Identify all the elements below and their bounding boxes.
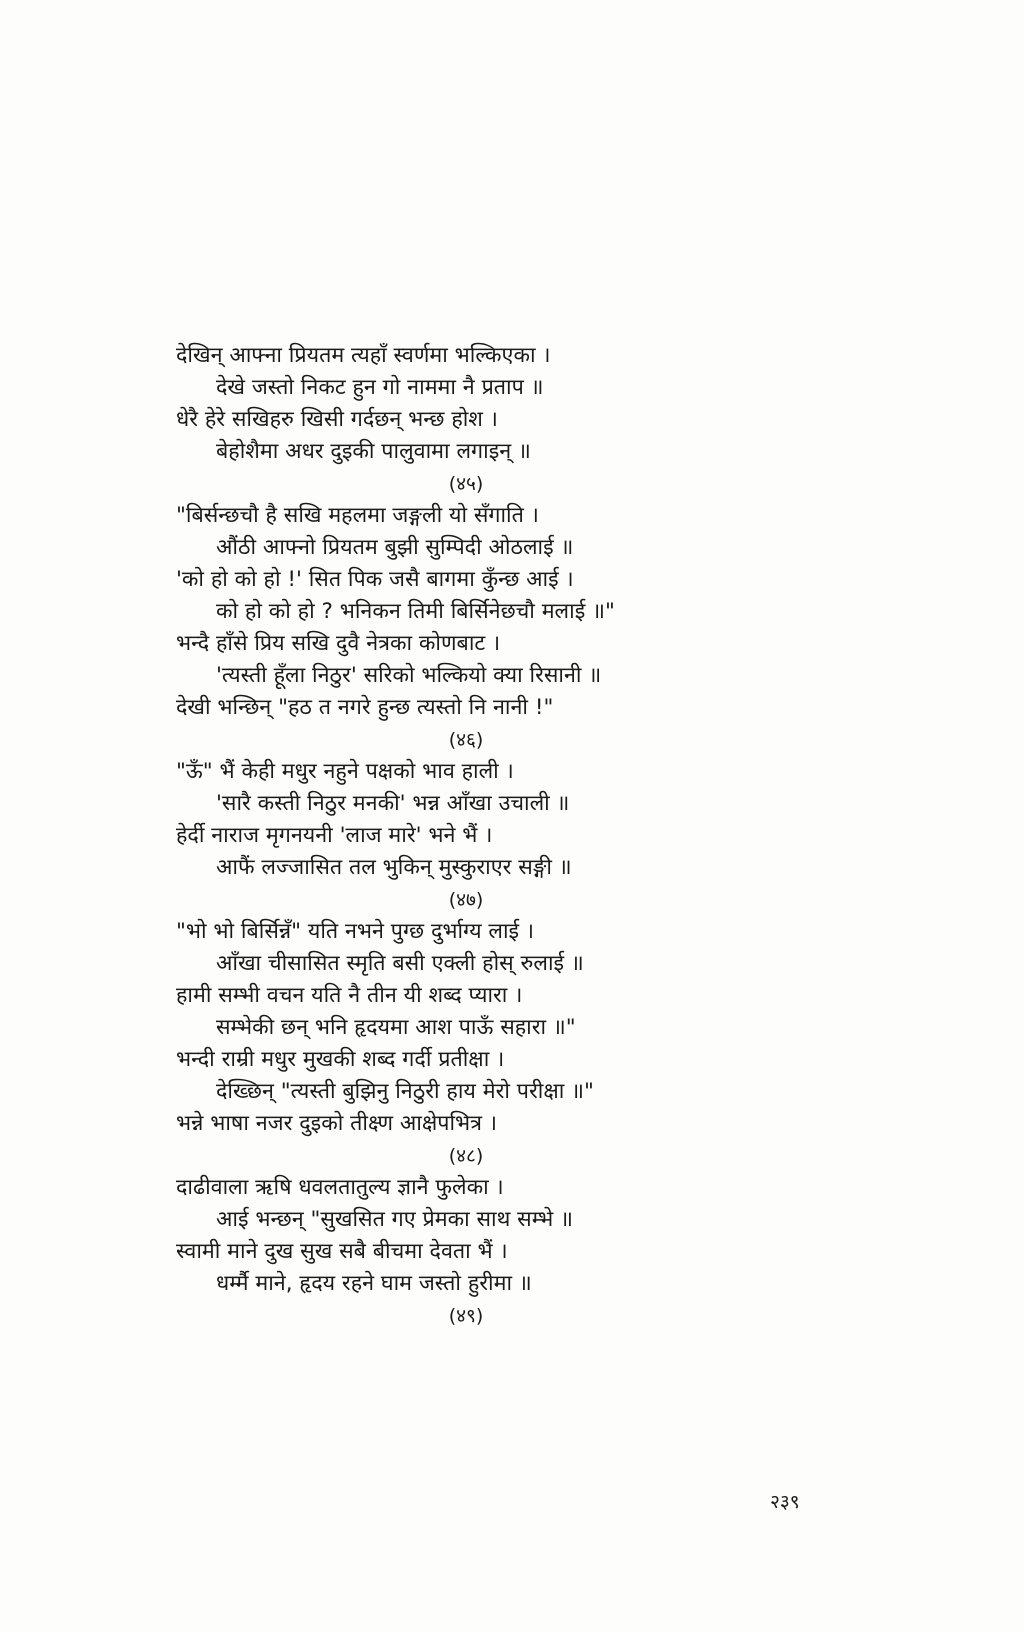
- verse-line: आँखा चीसासित स्मृति बसी एक्ली होस् रुलाई ॥: [216, 951, 584, 976]
- verse-line: को हो को हो ? भनिकन तिमी बिर्सिनेछचौ मलाई ॥": [216, 599, 615, 624]
- verse-line: "भो भो बिर्सिन्नँ" यति नभने पुग्छ दुर्भाग्य लाई ।: [176, 919, 535, 944]
- verse-number: (४५): [448, 473, 484, 495]
- verse-line: हेर्दी नाराज मृगनयनी 'लाज मारे' भने भैं ।: [176, 823, 493, 848]
- verse-line: धर्म्मै माने, हृदय रहने घाम जस्तो हुरीमा ॥: [216, 1271, 532, 1296]
- verse-number: (४६): [448, 729, 484, 751]
- verse-line: स्वामी माने दुख सुख सबै बीचमा देवता भैं ।: [176, 1239, 508, 1264]
- verse-number: (४७): [448, 889, 484, 911]
- poem-body: [176, 340, 736, 1332]
- verse-line: भन्दै हाँसे प्रिय सखि दुवै नेत्रका कोणबाट ।: [176, 631, 501, 656]
- verse-line: दाढीवाला ऋषि धवलतातुल्य ज्ञानै फुलेका ।: [176, 1175, 504, 1200]
- verse-line: देखे जस्तो निकट हुन गो नाममा नै प्रताप ॥: [216, 375, 544, 400]
- verse-line: हामी सम्भी वचन यति नै तीन यी शब्द प्यारा ।: [176, 983, 523, 1008]
- verse-line: धेरै हेरे सखिहरु खिसी गर्दछन् भन्छ होश ।: [176, 407, 498, 432]
- verse-line: बेहोशैमा अधर दुइकी पालुवामा लगाइन् ॥: [216, 439, 531, 464]
- verse-line: देखिन् आफ्ना प्रियतम त्यहाँ स्वर्णमा भल्किएका ।: [176, 343, 551, 368]
- verse-number: (४९): [448, 1305, 484, 1327]
- verse-line: औंठी आफ्नो प्रियतम बुझी सुम्पिदी ओठलाई ॥: [216, 535, 574, 560]
- page-number: २३९: [770, 1491, 800, 1513]
- verse-line: 'त्यस्ती हूँला निठुर' सरिको भल्कियो क्या रिसानी ॥: [216, 663, 602, 688]
- verse-line: "बिर्सन्छचौ है सखि महलमा जङ्गली यो सँगाति ।: [176, 503, 539, 528]
- verse-line: 'को हो को हो !' सित पिक जसै बागमा कुँन्छ आई ।: [176, 567, 574, 592]
- verse-line: भन्ने भाषा नजर दुइको तीक्ष्ण आक्षेपभित्र ।: [176, 1111, 498, 1136]
- verse-line: सम्भेकी छन् भनि हृदयमा आश पाऊँ सहारा ॥": [216, 1015, 576, 1040]
- verse-line: आफैं लज्जासित तल भुकिन् मुस्कुराएर सङ्गी ॥: [216, 855, 572, 880]
- verse-line: भन्दी राम्री मधुर मुखकी शब्द गर्दी प्रतीक्षा ।: [176, 1047, 505, 1072]
- verse-line: आई भन्छन् "सुखसित गए प्रेमका साथ सम्भे ॥: [216, 1207, 573, 1232]
- verse-line: "ऊँ" भैं केही मधुर नहुने पक्षको भाव हाली ।: [176, 759, 514, 784]
- verse-line: देख्छिन् "त्यस्ती बुझिनु निठुरी हाय मेरो परीक्षा ॥": [216, 1079, 594, 1104]
- verse-number: (४८): [448, 1145, 484, 1167]
- verse-line: 'सारै कस्ती निठुर मनकी' भन्न आँखा उचाली ॥: [216, 791, 570, 816]
- verse-line: देखी भन्छिन् "हठ त नगरे हुन्छ त्यस्तो नि नानी !": [176, 695, 554, 720]
